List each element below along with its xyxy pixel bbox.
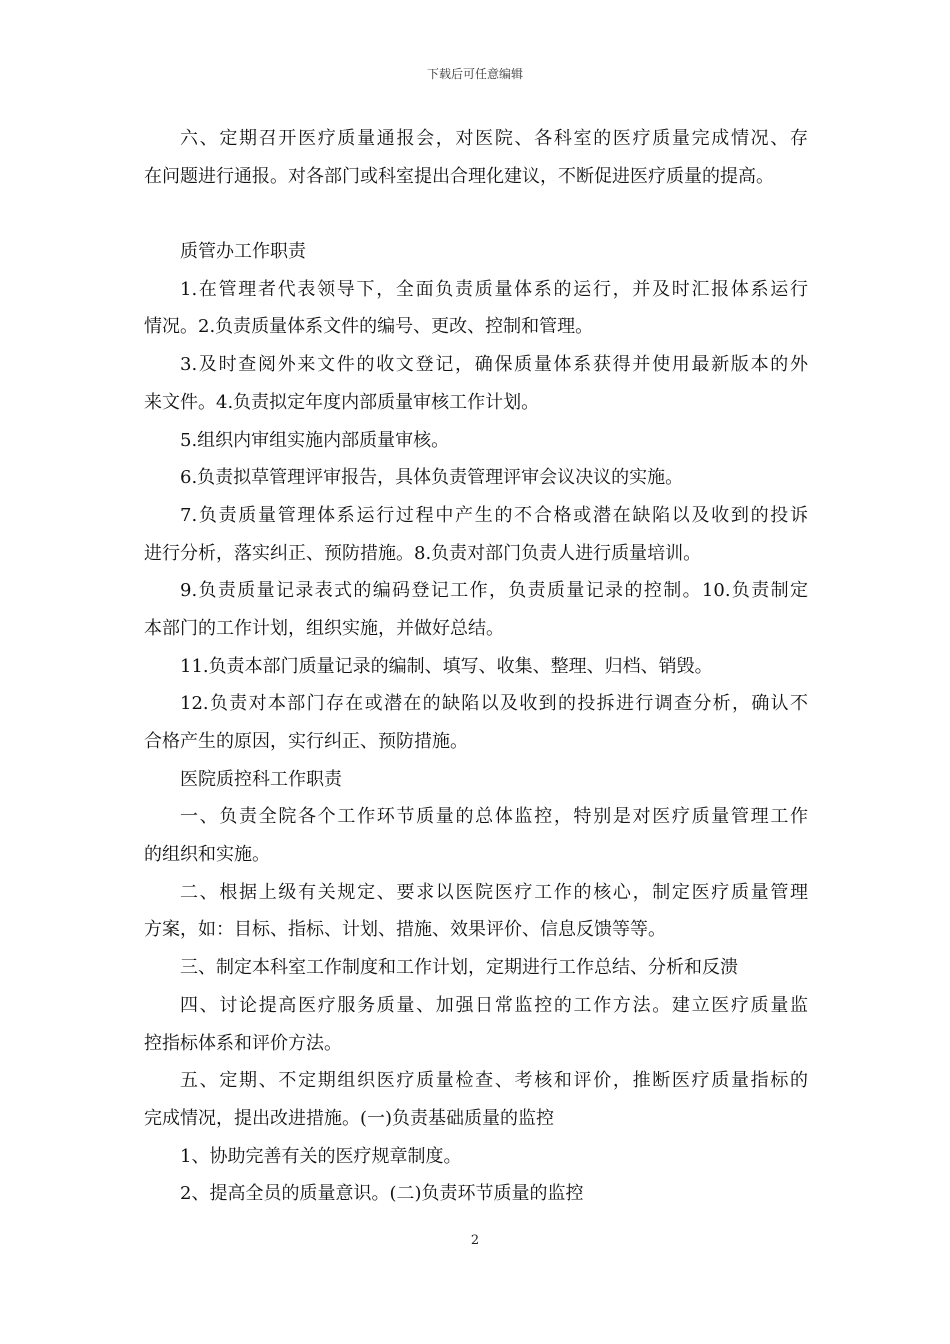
section-heading: 医院质控科工作职责 (180, 768, 342, 790)
text-line: 12.负责对本部门存在或潜在的缺陷以及收到的投拆进行调查分析，确认不 (180, 693, 808, 715)
document-body (144, 120, 808, 1213)
text-line: 一、负责全院各个工作环节质量的总体监控，特别是对医疗质量管理工作 (180, 806, 808, 828)
text-line: 2、提高全员的质量意识。(二)负责环节质量的监控 (180, 1183, 584, 1205)
text-line: 二、根据上级有关规定、要求以医院医疗工作的核心，制定医疗质量管理 (180, 881, 808, 903)
page-header: 下载后可任意编辑 (426, 67, 523, 81)
text-line: 3.及时查阅外来文件的收文登记，确保质量体系获得并使用最新版本的外 (180, 354, 808, 376)
text-line: 7.负责质量管理体系运行过程中产生的不合格或潜在缺陷以及收到的投诉 (180, 504, 808, 526)
section-heading: 质管办工作职责 (180, 241, 306, 263)
paragraph-gap (144, 195, 808, 233)
text-line: 五、定期、不定期组织医疗质量检查、考核和评价，推断医疗质量指标的 (180, 1070, 808, 1092)
text-line: 6.负责拟草管理评审报告，具体负责管理评审会议决议的实施。 (180, 467, 684, 489)
text-line: 方案，如：目标、指标、计划、措施、效果评价、信息反馈等等。 (144, 919, 666, 941)
text-line: 在问题进行通报。对各部门或科室提出合理化建议，不断促进医疗质量的提高。 (144, 165, 774, 187)
text-line: 完成情况，提出改进措施。(一)负责基础质量的监控 (144, 1107, 555, 1129)
page-number: 2 (470, 1233, 480, 1248)
text-line: 六、定期召开医疗质量通报会，对医院、各科室的医疗质量完成情况、存 (180, 128, 808, 149)
text-line: 情况。2.负责质量体系文件的编号、更改、控制和管理。 (144, 316, 594, 338)
text-line: 控指标体系和评价方法。 (144, 1032, 342, 1054)
text-line: 进行分析，落实纠正、预防措施。8.负责对部门负责人进行质量培训。 (144, 542, 702, 564)
text-line: 合格产生的原因，实行纠正、预防措施。 (144, 731, 468, 752)
text-line: 四、讨论提高医疗服务质量、加强日常监控的工作方法。建立医疗质量监 (180, 994, 808, 1016)
text-line: 9.负责质量记录表式的编码登记工作，负责质量记录的控制。10.负责制定 (180, 580, 808, 602)
text-line: 本部门的工作计划，组织实施，并做好总结。 (144, 617, 504, 639)
text-line: 1、协助完善有关的医疗规章制度。 (180, 1145, 462, 1167)
text-line: 5.组织内审组实施内部质量审核。 (180, 429, 450, 451)
text-line: 来文件。4.负责拟定年度内部质量审核工作计划。 (144, 391, 540, 413)
text-line: 的组织和实施。 (144, 844, 270, 866)
text-line: 1.在管理者代表领导下，全面负责质量体系的运行，并及时汇报体系运行 (180, 278, 808, 300)
text-line: 11.负责本部门质量记录的编制、填写、收集、整理、归档、销毁。 (180, 655, 713, 677)
text-line: 三、制定本科室工作制度和工作计划，定期进行工作总结、分析和反溃 (180, 957, 738, 979)
